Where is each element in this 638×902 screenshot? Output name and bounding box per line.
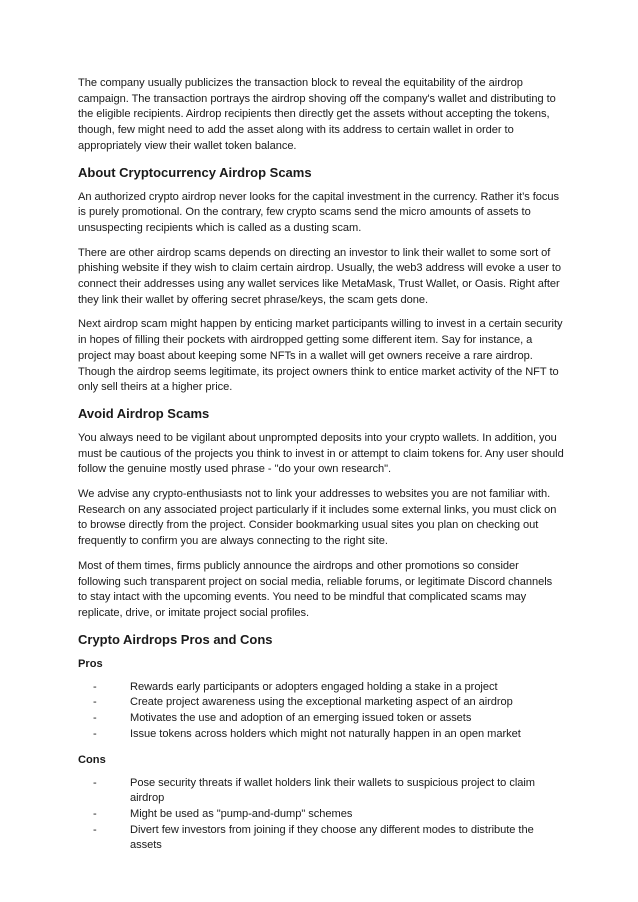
- dash-bullet: -: [93, 680, 97, 693]
- list-item: [93, 711, 564, 727]
- list-item: [93, 807, 564, 823]
- dash-bullet: -: [93, 696, 97, 709]
- avoid-paragraph-3: Most of them times, firms publicly announce the airdrops and other promotions so consider following such transparent project on social media, reliable forums, or legitimate Discord channels to stay intact with the upcoming events. You need to be mindful that complicated scams may replicate, drive, or imitate project social profiles.: [78, 559, 553, 619]
- list-item-text: Issue tokens across holders which might not naturally happen in an open market: [130, 727, 521, 740]
- avoid-paragraph-1: You always need to be vigilant about unprompted deposits into your crypto wallets. In addition, you must be cautious of the projects you think to invest in or attempt to claim tokens for. Any user should follow the genuine mostly used phrase - "do your own research".: [78, 431, 564, 476]
- list-item-text: Rewards early participants or adopters engaged holding a stake in a project: [130, 680, 498, 693]
- avoid-heading: Avoid Airdrop Scams: [78, 405, 210, 421]
- dash-bullet: -: [93, 807, 97, 820]
- dash-bullet: -: [93, 727, 97, 740]
- list-item: [93, 680, 564, 696]
- scams-paragraph-1: An authorized crypto airdrop never looks for the capital investment in the currency. Rather it’s focus is purely promotional. On the contrary, few crypto scams send the micro amounts of assets to unsuspecting recipients which is called as a dusting scam.: [78, 190, 560, 234]
- list-item-text: Divert few investors from joining if they choose any different modes to distribute the assets: [130, 823, 534, 852]
- list-item: [93, 695, 564, 711]
- dash-bullet: -: [93, 776, 97, 789]
- list-item-text: Motivates the use and adoption of an emerging issued token or assets: [130, 712, 472, 725]
- list-item: [93, 776, 564, 807]
- list-item: [93, 727, 564, 743]
- pros-list: [78, 680, 564, 743]
- proscons-heading: Crypto Airdrops Pros and Cons: [78, 631, 273, 647]
- scams-heading: About Cryptocurrency Airdrop Scams: [78, 164, 312, 180]
- cons-heading: Cons: [78, 753, 106, 766]
- intro-paragraph: The company usually publicizes the transaction block to reveal the equitability of the airdrop campaign. The transaction portrays the airdrop shoving off the company's wallet and distributing to the eligible recipients. Airdrop recipients then directly get the assets without accepting the tokens, though, few might need to add the asset along with its address to certain wallet in order to appropriately view their wallet token balance.: [78, 77, 556, 152]
- avoid-paragraph-2: We advise any crypto-enthusiasts not to link your addresses to websites you are not familiar with. Research on any associated project particularly if it includes some external links, you must click on to browse directly from the project. Consider bookmarking usual sites you plan on checking out frequently to confirm you are always connecting to the right site.: [78, 488, 557, 548]
- document-page: [78, 76, 564, 864]
- dash-bullet: -: [93, 712, 97, 725]
- scams-paragraph-3: Next airdrop scam might happen by enticing market participants willing to invest in a certain security in hopes of filling their pockets with airdropped getting some different item. Say for instance, a project may boast about keeping some NFTs in a wallet will get owners receive a rare airdrop. Though the airdrop seems legitimate, its project owners think to entice market activity of the NFT to only sell theirs at a higher price.: [78, 318, 563, 394]
- list-item-text: Might be used as "pump-and-dump" schemes: [130, 807, 353, 820]
- cons-list: [78, 776, 564, 855]
- scams-paragraph-2: There are other airdrop scams depends on directing an investor to link their wallet to some sort of phishing website if they wish to claim certain airdrop. Usually, the web3 address will evoke a user to connect their addresses using any wallet services like MetaMask, Trust Wallet, or Oasis. Right after they link their wallet by offering secret phrase/keys, the scam gets done.: [78, 246, 562, 306]
- list-item-text: Pose security threats if wallet holders link their wallets to suspicious project to claim airdrop: [130, 776, 535, 805]
- list-item-text: Create project awareness using the exceptional marketing aspect of an airdrop: [130, 696, 513, 709]
- list-item: [93, 823, 564, 854]
- dash-bullet: -: [93, 823, 97, 836]
- pros-heading: Pros: [78, 657, 103, 670]
